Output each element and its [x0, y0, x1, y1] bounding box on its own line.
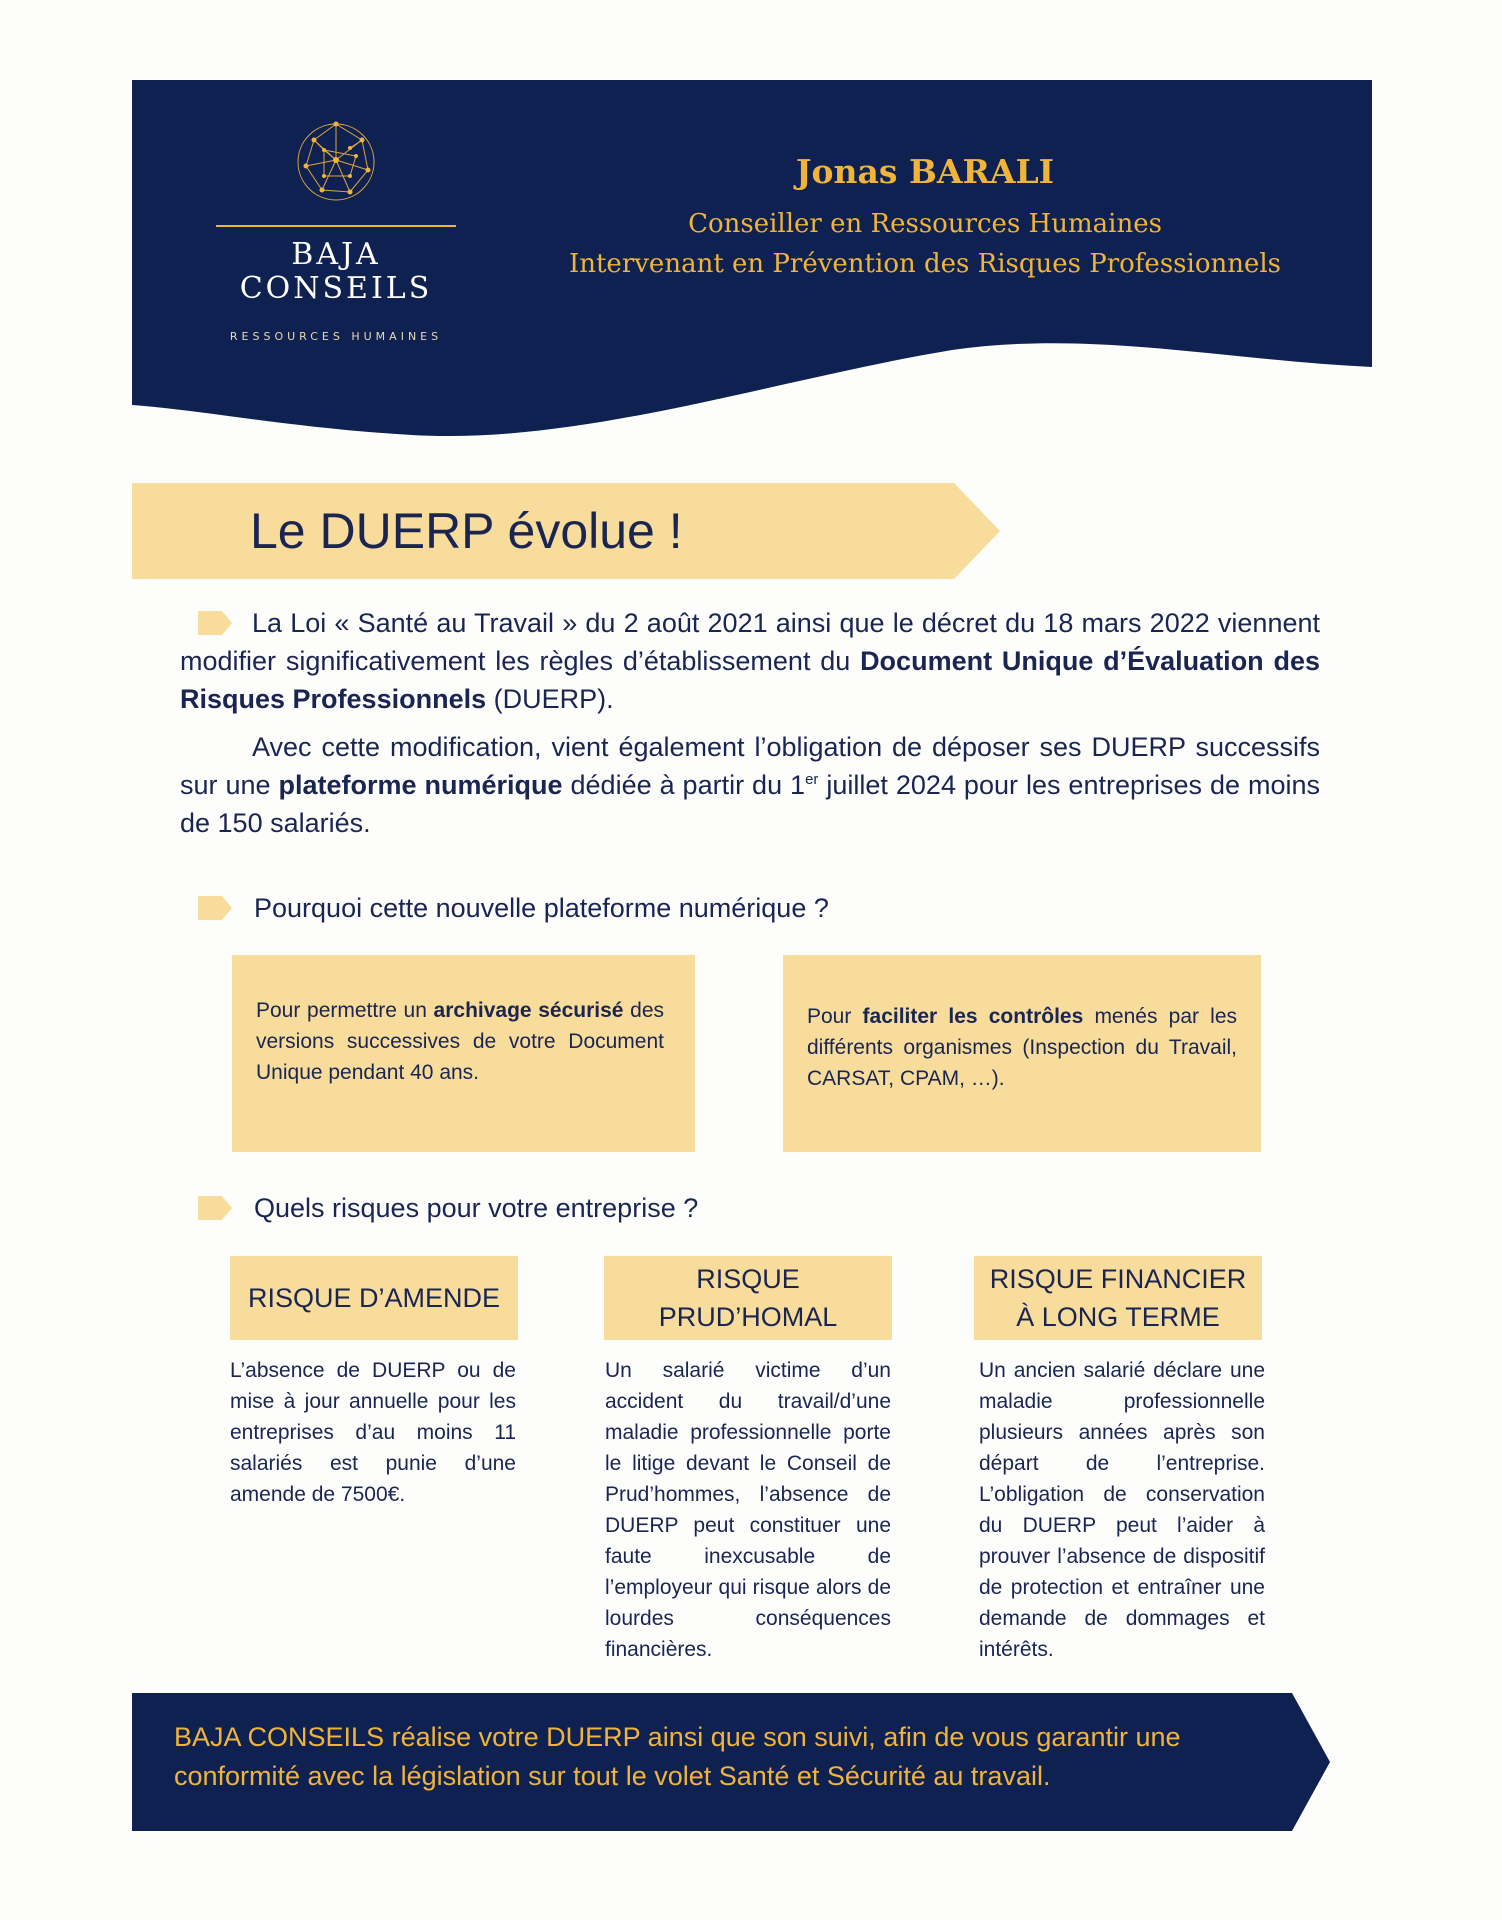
- risk-fine-title: RISQUE D’AMENDE: [230, 1256, 518, 1340]
- risks-heading: Quels risques pour votre entreprise ?: [254, 1193, 699, 1223]
- role-line-1: Conseiller en Ressources Humaines: [688, 209, 1162, 239]
- person-name: Jonas BARALI: [795, 152, 1055, 191]
- logo-name-line1: BAJA: [291, 237, 381, 272]
- company-logo: [216, 120, 456, 350]
- risk-longterm-title: RISQUE FINANCIER À LONG TERME: [974, 1256, 1262, 1340]
- header-contact: [540, 150, 1310, 284]
- footer-text: BAJA CONSEILS réalise votre DUERP ainsi que son suivi, afin de vous garantir une conformité avec la législation sur tout le volet Santé et Sécurité au travail.: [174, 1722, 1181, 1791]
- why-box-archiving-text: Pour permettre un archivage sécurisé des versions successives de votre Document Unique pendant 40 ans.: [256, 999, 665, 1084]
- risk-prudhomal-text: Un salarié victime d’un accident du travail/d’une maladie professionnelle porte le litige devant le Conseil de Prud’hommes, l’absence de DUERP peut constituer une faute inexcusable de l’employeur qui risque alors de lourdes conséquences financières.: [605, 1359, 891, 1661]
- logo-tagline: RESSOURCES HUMAINES: [229, 330, 443, 343]
- intro-paragraph-1: La Loi « Santé au Travail » du 2 août 2021 ainsi que le décret du 18 mars 2022 viennent modifier significativement les règles d’établissement du Document Unique d’Évaluation des Risques Professionnels (DUERP).: [180, 608, 1320, 714]
- network-globe-icon: [294, 120, 378, 204]
- why-box-archiving: [232, 955, 695, 1152]
- page-title: Le DUERP évolue !: [250, 503, 683, 559]
- role-line-2: Intervenant en Prévention des Risques Professionnels: [568, 249, 1282, 279]
- arrow-bullet-icon: [198, 896, 232, 920]
- logo-name-line2: CONSEILS: [239, 271, 433, 306]
- intro-paragraph-2: Avec cette modification, vient également l’obligation de déposer ses DUERP successifs sur une plateforme numérique dédiée à partir du 1er juillet 2024 pour les entreprises de moins de 150 salariés.: [180, 732, 1320, 838]
- arrow-bullet-icon: [198, 1196, 232, 1220]
- why-heading: Pourquoi cette nouvelle plateforme numérique ?: [254, 893, 829, 923]
- why-box-controls: [783, 955, 1261, 1152]
- risk-prudhomal-title: RISQUE PRUD’HOMAL: [604, 1256, 892, 1340]
- risk-fine-text: L’absence de DUERP ou de mise à jour annuelle pour les entreprises d’au moins 11 salariés est punie d’une amende de 7500€.: [230, 1359, 516, 1506]
- logo-divider: [216, 225, 456, 227]
- why-box-controls-text: Pour faciliter les contrôles menés par les différents organismes (Inspection du Travail, CARSAT, CPAM, …).: [807, 1005, 1237, 1090]
- risk-longterm-text: Un ancien salarié déclare une maladie professionnelle plusieurs années après son départ de l’entreprise. L’obligation de conservation du DUERP peut l’aider à prouver l’absence de dispositif de protection et entraîner une demande de dommages et intérêts.: [979, 1359, 1265, 1661]
